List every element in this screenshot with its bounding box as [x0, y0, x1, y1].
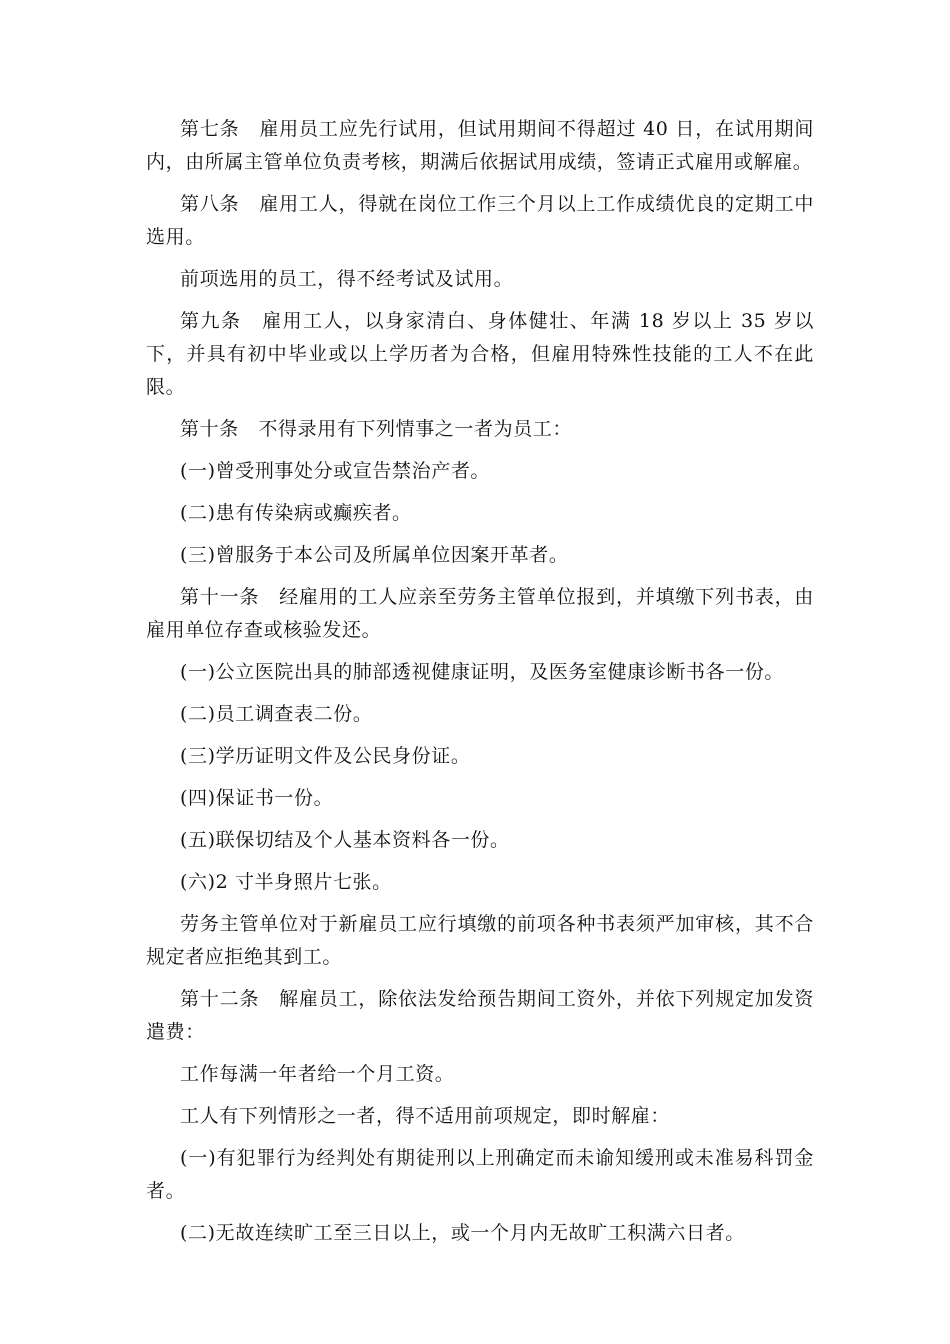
list-item-article-10-3: (三)曾服务于本公司及所属单位因案开革者。: [180, 544, 569, 566]
paragraph-article-9: 第九条 雇用工人，以身家清白、身体健壮、年满 18 岁以上 35 岁以下，并具有初中毕业或以上学历者为合格，但雇用特殊性技能的工人不在此限。: [146, 310, 814, 398]
list-item-article-10-2: (二)患有传染病或癫疾者。: [180, 502, 412, 524]
list-item-article-11-4: (四)保证书一份。: [180, 787, 334, 809]
list-item-article-11-6: (六)2 寸半身照片七张。: [180, 871, 392, 893]
paragraph-article-10: 第十条 不得录用有下列情事之一者为员工：: [180, 418, 573, 440]
list-item-article-11-3: (三)学历证明文件及公民身份证。: [180, 745, 471, 767]
paragraph-article-11-review: 劳务主管单位对于新雇员工应行填缴的前项各种书表须严加审核，其不合规定者应拒绝其到工。: [146, 913, 814, 968]
paragraph-article-12-severance: 工作每满一年者给一个月工资。: [180, 1063, 455, 1085]
list-item-article-12-2: (二)无故连续旷工至三日以上，或一个月内无故旷工积满六日者。: [180, 1222, 745, 1244]
list-item-article-11-1: (一)公立医院出具的肺部透视健康证明，及医务室健康诊断书各一份。: [180, 661, 785, 683]
paragraph-article-11: 第十一条 经雇用的工人应亲至劳务主管单位报到，并填缴下列书表，由雇用单位存查或核验发还。: [146, 586, 814, 641]
document-page: [146, 113, 814, 1250]
paragraph-article-12: 第十二条 解雇员工，除依法发给预告期间工资外，并依下列规定加发资遣费：: [146, 988, 814, 1043]
paragraph-article-7: 第七条 雇用员工应先行试用，但试用期间不得超过 40 日，在试用期间内，由所属主管单位负责考核，期满后依据试用成绩，签请正式雇用或解雇。: [146, 118, 814, 173]
paragraph-article-8-note: 前项选用的员工，得不经考试及试用。: [180, 268, 514, 290]
paragraph-article-12-exception: 工人有下列情形之一者，得不适用前项规定，即时解雇：: [180, 1105, 671, 1127]
list-item-article-11-2: (二)员工调查表二份。: [180, 703, 373, 725]
list-item-article-10-1: (一)曾受刑事处分或宣告禁治产者。: [180, 460, 491, 482]
paragraph-article-8: 第八条 雇用工人，得就在岗位工作三个月以上工作成绩优良的定期工中选用。: [146, 193, 814, 248]
list-item-article-11-5: (五)联保切结及个人基本资料各一份。: [180, 829, 510, 851]
list-item-article-12-1: (一)有犯罪行为经判处有期徒刑以上刑确定而未谕知缓刑或未准易科罚金者。: [146, 1147, 814, 1202]
